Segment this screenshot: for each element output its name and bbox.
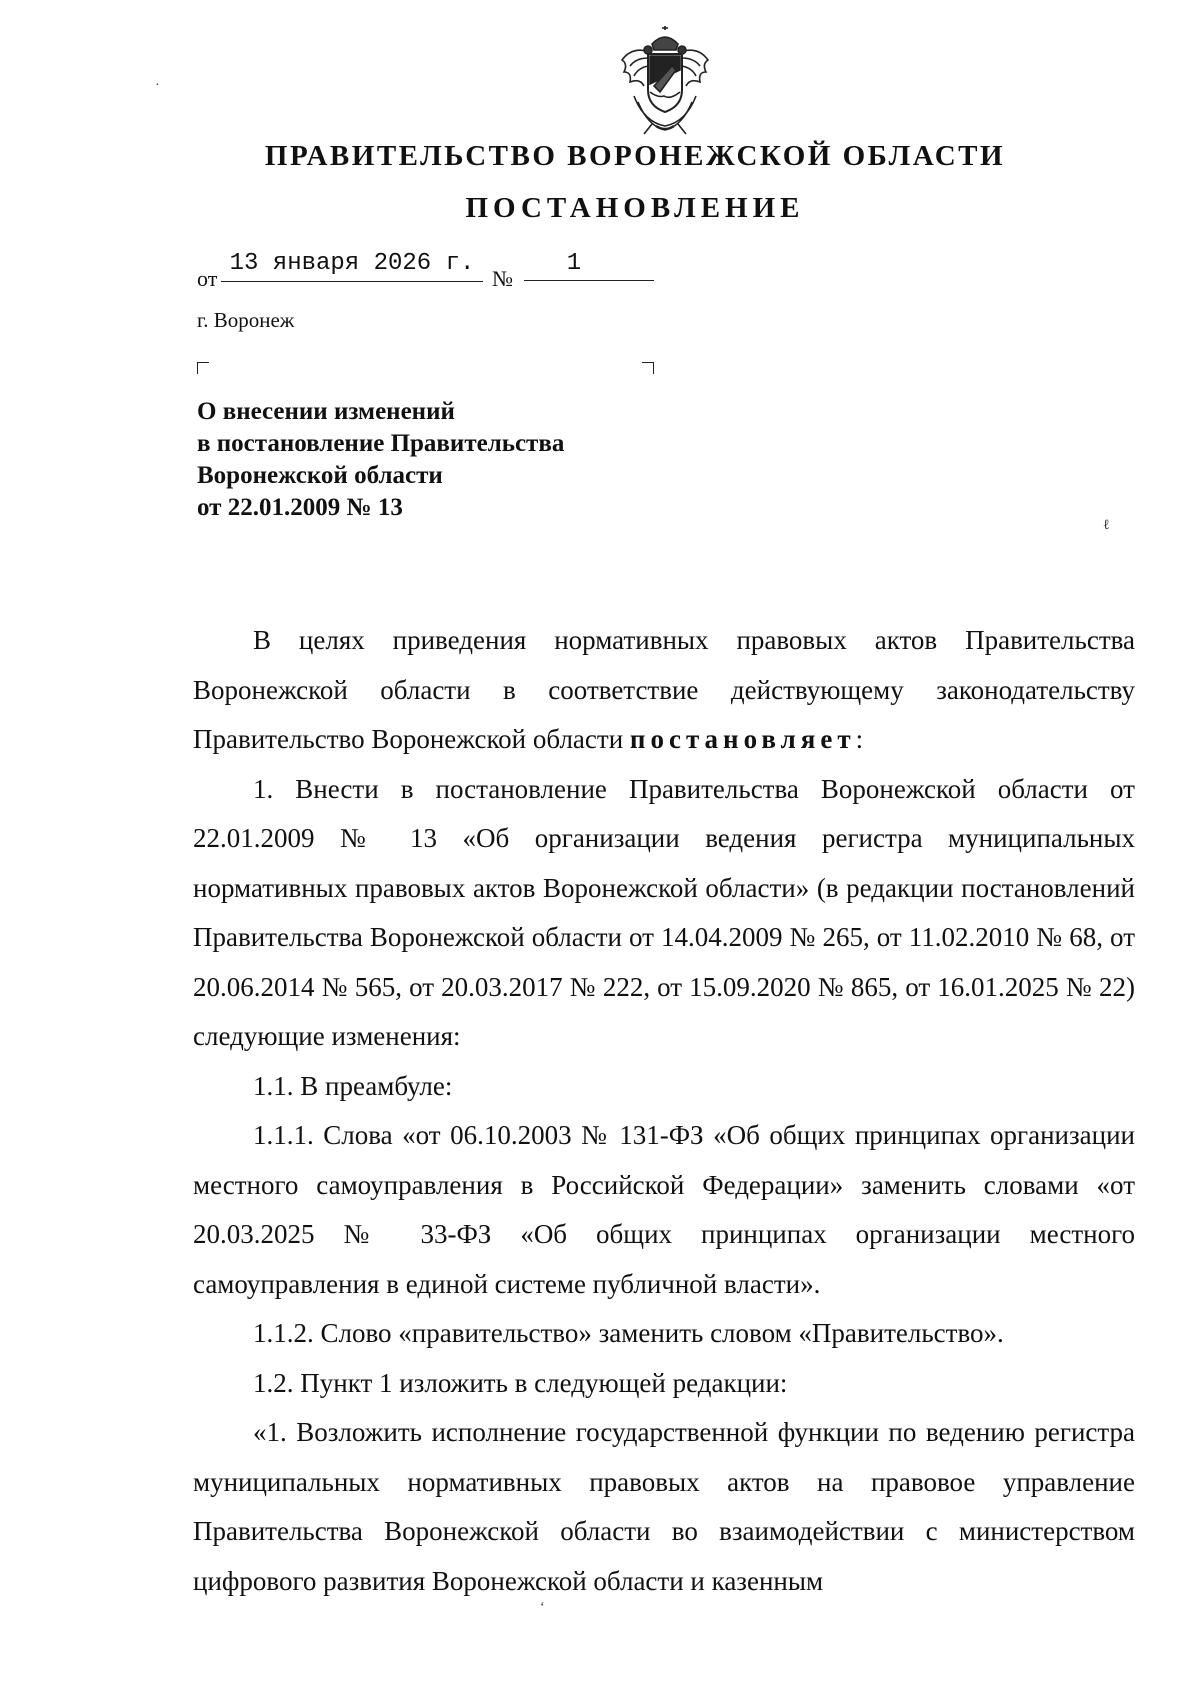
body-paragraph: 1.1. В преамбуле: xyxy=(253,1070,453,1101)
subject-line: Воронежской области xyxy=(197,462,443,489)
scan-speck: · xyxy=(155,78,160,93)
document-subject xyxy=(197,396,564,524)
number-prefix: № xyxy=(492,266,513,291)
subject-line: в постановление Правительства xyxy=(197,430,565,457)
document-date: 13 января 2026 г. xyxy=(221,252,483,282)
subject-line: от 22.01.2009 № 13 xyxy=(197,494,403,521)
preamble-paragraph xyxy=(193,616,1135,765)
document-type-title: ПОСТАНОВЛЕНИЕ xyxy=(465,192,805,224)
body-paragraph: 1.2. Пункт 1 изложить в следующей редакции: xyxy=(253,1367,788,1398)
date-prefix: от xyxy=(197,266,218,291)
body-paragraph: «1. Возложить исполнение государственной функции по ведению регистра муниципальных нормативных правовых актов на правовое управление Правительства Воронежской области во взаимодействии с министерством цифрового развития Воронежской области и казенным xyxy=(193,1417,1135,1596)
document-number: 1 xyxy=(524,252,654,281)
body-paragraph: 1. Внести в постановление Правительства Воронежской области от 22.01.2009 № 13 «Об организации ведения регистра муниципальных нормативных правовых актов Воронежской области» (в редакции постановлений Правительства Воронежской области от 14.04.2009 № 265, от 11.02.2010 № 68, от 20.06.2014 № 565, от 20.03.2017 № 222, от 15.09.2020 № 865, от 16.01.2025 № 22) следующие изменения: xyxy=(193,773,1135,1051)
decree-keyword: постановляет xyxy=(629,724,856,754)
scan-speck: ‘ xyxy=(540,1600,545,1615)
city-label: г. Воронеж xyxy=(197,308,295,332)
government-title: ПРАВИТЕЛЬСТВО ВОРОНЕЖСКОЙ ОБЛАСТИ xyxy=(264,140,1006,172)
subject-corner-left xyxy=(197,362,209,374)
subject-corner-right xyxy=(642,362,654,374)
subject-line: О внесении изменений xyxy=(197,398,455,425)
preamble-colon: : xyxy=(855,724,864,754)
preamble-text: В целях приведения нормативных правовых актов Правительства Воронежской области в соответствие действующему законодательству Правительство Воронежской области xyxy=(193,625,1135,754)
coat-of-arms-icon xyxy=(614,26,716,136)
scan-speck: ℓ xyxy=(1103,518,1110,533)
body-paragraph: 1.1.2. Слово «правительство» заменить словом «Правительство». xyxy=(253,1318,1004,1348)
document-body xyxy=(193,616,1135,1606)
body-paragraph: 1.1.1. Слова «от 06.10.2003 № 131-ФЗ «Об общих принципах организации местного самоуправления в Российской Федерации» заменить словами «от 20.03.2025 № 33-ФЗ «Об общих принципах организации местного самоуправления в единой системе публичной власти». xyxy=(193,1120,1135,1299)
